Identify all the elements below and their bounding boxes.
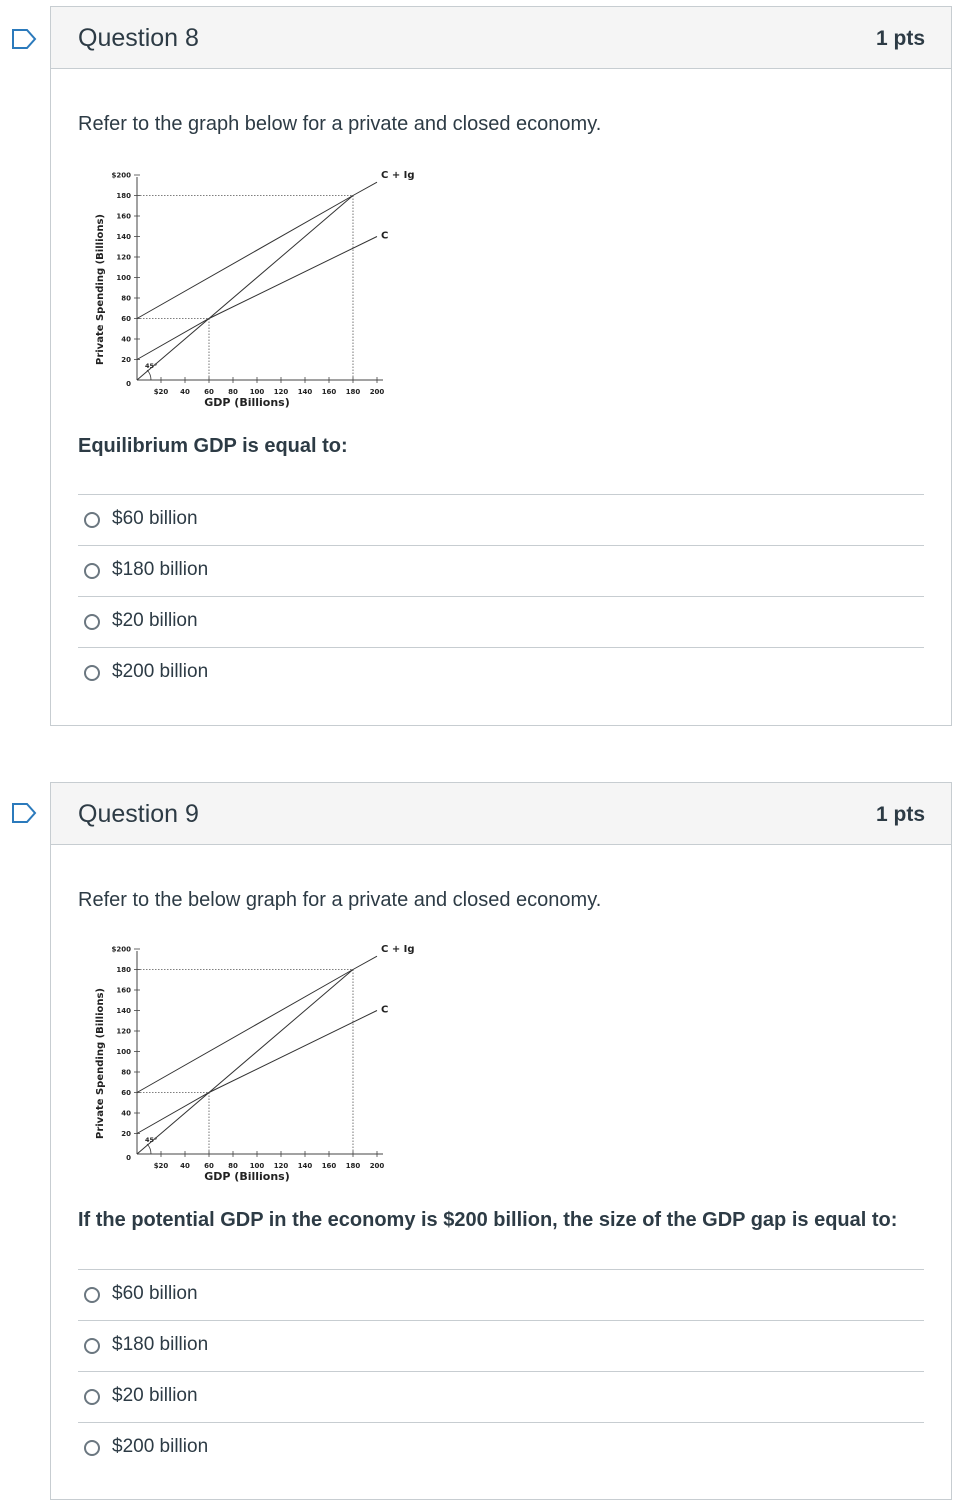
x-tick-label: 200 (369, 388, 385, 396)
question-prompt: Equilibrium GDP is equal to: (78, 435, 348, 457)
radio-button[interactable] (84, 563, 100, 579)
radio-button[interactable] (84, 512, 100, 528)
answer-label[interactable]: $20 billion (112, 1385, 198, 1406)
radio-button[interactable] (84, 665, 100, 681)
x-tick-label: $20 (153, 388, 169, 396)
y-tick-label: 40 (121, 1109, 131, 1118)
radio-button[interactable] (84, 1440, 100, 1456)
x-tick-label: 200 (369, 1162, 385, 1170)
x-tick-label: 80 (228, 388, 238, 396)
x-axis-label: GDP (Billions) (204, 396, 290, 409)
y-tick-label: 120 (116, 1027, 131, 1036)
y-tick-label: 160 (116, 986, 131, 995)
question-points: 1 pts (875, 27, 925, 50)
angle-label: 45° (145, 362, 158, 370)
origin-label: 0 (126, 1154, 131, 1162)
question-title: Question 9 (78, 800, 199, 828)
y-tick-label: 180 (116, 966, 131, 974)
line-label-c: C (381, 1004, 389, 1016)
y-tick-label: 20 (121, 356, 131, 364)
answer-option[interactable] (78, 1422, 924, 1473)
radio-button[interactable] (84, 1389, 100, 1405)
x-tick-label: 120 (273, 1162, 289, 1170)
answer-label[interactable]: $180 billion (112, 1334, 209, 1355)
y-tick-label: $200 (111, 945, 131, 954)
answer-label[interactable]: $60 billion (112, 508, 198, 529)
x-tick-label: 100 (249, 388, 265, 396)
question-title: Question 8 (78, 24, 199, 52)
question-header (51, 783, 951, 845)
graph-background (89, 949, 399, 1189)
x-tick-label: 100 (249, 1162, 265, 1170)
answer-option[interactable] (78, 545, 924, 596)
x-tick-label: 60 (204, 388, 214, 396)
answer-option[interactable] (78, 1320, 924, 1371)
answer-label[interactable]: $200 billion (112, 661, 209, 682)
answer-list (78, 494, 924, 698)
question-points: 1 pts (875, 803, 925, 826)
x-tick-label: 140 (297, 1162, 313, 1170)
y-axis-label: Private Spending (Billions) (95, 987, 106, 1140)
question-prompt: If the potential GDP in the economy is $200 billion, the size of the GDP gap is equal to: (78, 1209, 898, 1231)
y-tick-label: 40 (121, 335, 131, 344)
radio-button[interactable] (84, 1287, 100, 1303)
answer-label[interactable]: $20 billion (112, 610, 198, 631)
x-tick-label: 120 (273, 388, 289, 396)
x-tick-label: 160 (321, 1162, 337, 1170)
angle-label: 45° (145, 1136, 158, 1144)
line-label-c-plus-ig: C + Ig (381, 170, 415, 182)
x-tick-label: 60 (204, 1162, 214, 1170)
answer-label[interactable]: $180 billion (112, 559, 209, 580)
y-tick-label: 20 (121, 1130, 131, 1138)
y-axis-label: Private Spending (Billions) (95, 213, 106, 366)
y-tick-label: 60 (121, 1089, 131, 1097)
answer-option[interactable] (78, 494, 924, 545)
question-intro: Refer to the below graph for a private and closed economy. (78, 889, 602, 911)
x-axis-label: GDP (Billions) (204, 1170, 290, 1183)
x-tick-label: $20 (153, 1162, 169, 1170)
radio-button[interactable] (84, 614, 100, 630)
answer-label[interactable]: $60 billion (112, 1283, 198, 1304)
x-tick-label: 160 (321, 388, 337, 396)
x-tick-label: 180 (345, 388, 361, 396)
question-header (51, 7, 951, 69)
y-tick-label: 140 (116, 233, 131, 241)
y-tick-label: $200 (111, 171, 131, 180)
line-label-c-plus-ig: C + Ig (381, 944, 415, 956)
x-tick-label: 40 (180, 388, 190, 396)
flag-question-icon[interactable] (10, 27, 38, 51)
y-tick-label: 60 (121, 315, 131, 323)
y-tick-label: 80 (121, 294, 131, 303)
flag-question-icon[interactable] (10, 801, 38, 825)
question-intro: Refer to the graph below for a private and closed economy. (78, 113, 602, 135)
graph-background (89, 175, 399, 415)
answer-label[interactable]: $200 billion (112, 1436, 209, 1457)
origin-label: 0 (126, 380, 131, 388)
equilibrium-graph (89, 170, 415, 415)
question-9 (50, 782, 952, 1500)
y-tick-label: 180 (116, 192, 131, 200)
x-tick-label: 180 (345, 1162, 361, 1170)
x-tick-label: 40 (180, 1162, 190, 1170)
y-tick-label: 100 (116, 274, 131, 282)
y-tick-label: 140 (116, 1007, 131, 1015)
answer-option[interactable] (78, 596, 924, 647)
question-8 (50, 6, 952, 726)
answer-option[interactable] (78, 1371, 924, 1422)
y-tick-label: 80 (121, 1068, 131, 1077)
answer-option[interactable] (78, 1269, 924, 1320)
gdp-gap-graph (89, 944, 415, 1189)
radio-button[interactable] (84, 1338, 100, 1354)
y-tick-label: 160 (116, 212, 131, 221)
x-tick-label: 140 (297, 388, 313, 396)
answer-option[interactable] (78, 647, 924, 698)
line-label-c: C (381, 230, 389, 242)
y-tick-label: 120 (116, 253, 131, 262)
answer-list (78, 1269, 924, 1473)
x-tick-label: 80 (228, 1162, 238, 1170)
y-tick-label: 100 (116, 1048, 131, 1056)
